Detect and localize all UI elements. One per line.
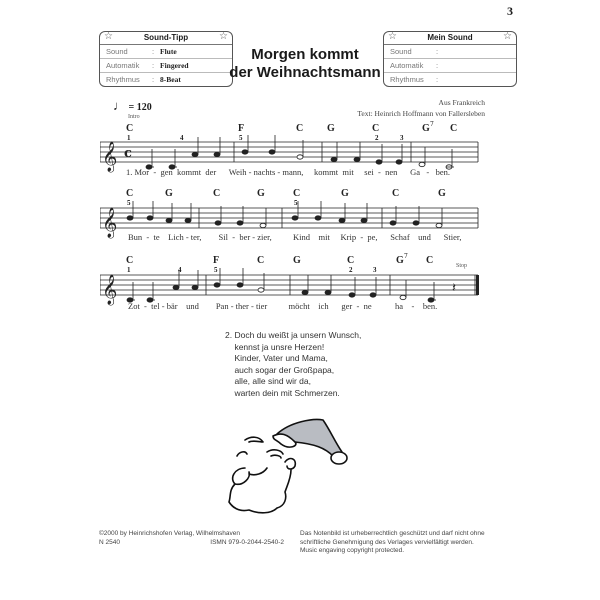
chord-symbol: G xyxy=(327,123,335,134)
tempo-marking: ♩ = 120 xyxy=(113,98,152,113)
mein-sound-row-automatik[interactable]: Automatik : xyxy=(384,59,516,73)
chord-symbol: C xyxy=(450,123,458,134)
star-icon: ☆ xyxy=(503,31,512,42)
mein-sound-header: ☆ Mein Sound ☆ xyxy=(384,32,516,45)
verse-2: 2. Doch du weißt ja unsern Wunsch, kennst ja unsre Herzen! Kinder, Vater und Mama, auch sogar der Großpapa, alle, alle sind wir da, warten dein mit Schmerzen. xyxy=(225,330,362,398)
sound-tipp-header: ☆ Sound-Tipp ☆ xyxy=(100,32,232,45)
sound-tipp-row-sound: Sound : Flute xyxy=(100,45,232,59)
finger-number: 1 xyxy=(127,266,131,274)
chord-symbol: C xyxy=(296,123,304,134)
chord-symbol: G xyxy=(396,255,404,266)
sound-tipp-row-rhythmus: Rhythmus : 8-Beat xyxy=(106,75,181,84)
lyrics-line-2: Bun - te Lich - ter, Sil - ber - zier, Kind mit Krip - pe, Schaf und Stier, xyxy=(128,232,462,242)
treble-clef-icon: 𝄞 xyxy=(102,142,118,172)
chord-symbol: C xyxy=(293,188,301,199)
chord-extension: 7 xyxy=(404,253,408,260)
mein-sound-row-rhythmus[interactable]: Rhythmus : xyxy=(390,75,439,84)
page-number: 3 xyxy=(507,4,513,18)
origin-credit: Aus Frankreich xyxy=(438,98,485,107)
star-icon: ☆ xyxy=(219,31,228,42)
staff-system-1 xyxy=(100,112,480,187)
finger-number: 4 xyxy=(178,266,182,274)
star-icon: ☆ xyxy=(104,31,113,42)
chord-symbol: G xyxy=(165,188,173,199)
lyrics-line-1: 1. Mor - gen kommt der Weih - nachts - mann, kommt mit sei - nen Ga - ben. xyxy=(126,167,450,177)
finger-number: 4 xyxy=(180,134,184,142)
quarter-note-icon: ♩ xyxy=(113,98,126,113)
common-time-icon: c xyxy=(124,146,132,161)
finger-number: 1 xyxy=(127,134,131,142)
staff-system-2 xyxy=(100,186,480,246)
footer-right: Das Notenbild ist urheberrechtlich geschützt und darf nicht ohne schriftliche Genehmigung des Verlages vervielfältigt werden. Music engaving copyright protected. xyxy=(300,530,485,554)
finger-number: 2 xyxy=(349,266,353,274)
chord-symbol: C xyxy=(347,255,355,266)
final-barline xyxy=(476,275,479,295)
lyrics-line-3: Zot - tel - bär und Pan - ther - tier möcht ich ger - ne ha - ben. xyxy=(128,301,438,311)
chord-symbol: F xyxy=(213,255,220,266)
chord-symbol: C xyxy=(126,255,134,266)
treble-clef-icon: 𝄞 xyxy=(102,208,118,238)
chord-symbol: G xyxy=(293,255,301,266)
finger-number: 5 xyxy=(127,199,131,207)
chord-symbol: C xyxy=(126,123,134,134)
staff-system-3 xyxy=(100,253,480,318)
finger-number: 2 xyxy=(375,134,379,142)
finger-number: 5 xyxy=(294,199,298,207)
treble-clef-icon: 𝄞 xyxy=(102,275,118,305)
chord-symbol: G xyxy=(257,188,265,199)
staff-lines xyxy=(100,200,480,250)
finger-number: 5 xyxy=(239,134,243,142)
chord-extension: 7 xyxy=(430,121,434,128)
finger-number: 3 xyxy=(400,134,404,142)
chord-symbol: G xyxy=(422,123,430,134)
chord-symbol: C xyxy=(257,255,265,266)
chord-symbol: G xyxy=(341,188,349,199)
song-title: Morgen kommt der Weihnachtsmann xyxy=(229,46,381,81)
star-icon: ☆ xyxy=(388,31,397,42)
chord-symbol: F xyxy=(238,123,245,134)
intro-label: Intro xyxy=(128,114,140,120)
chord-symbol: G xyxy=(438,188,446,199)
mein-sound-row-sound[interactable]: Sound : xyxy=(384,45,516,59)
finger-number: 3 xyxy=(373,266,377,274)
chord-symbol: C xyxy=(392,188,400,199)
chord-symbol: C xyxy=(372,123,380,134)
text-credit: Text: Heinrich Hoffmann von Fallersleben xyxy=(357,109,485,118)
quarter-rest-icon: 𝄽 xyxy=(452,281,456,296)
chord-symbol: C xyxy=(426,255,434,266)
finger-number: 5 xyxy=(214,266,218,274)
stop-label: Stop xyxy=(456,263,468,269)
santa-illustration-icon xyxy=(215,412,355,518)
sound-tipp-row-automatik: Automatik : Fingered xyxy=(100,59,232,73)
chord-symbol: C xyxy=(213,188,221,199)
footer-left: ©2000 by Heinrichshofen Verlag, Wilhelmshaven N 2540 ISMN 979-0-2044-2540-2 xyxy=(99,530,284,546)
chord-symbol: C xyxy=(126,188,134,199)
